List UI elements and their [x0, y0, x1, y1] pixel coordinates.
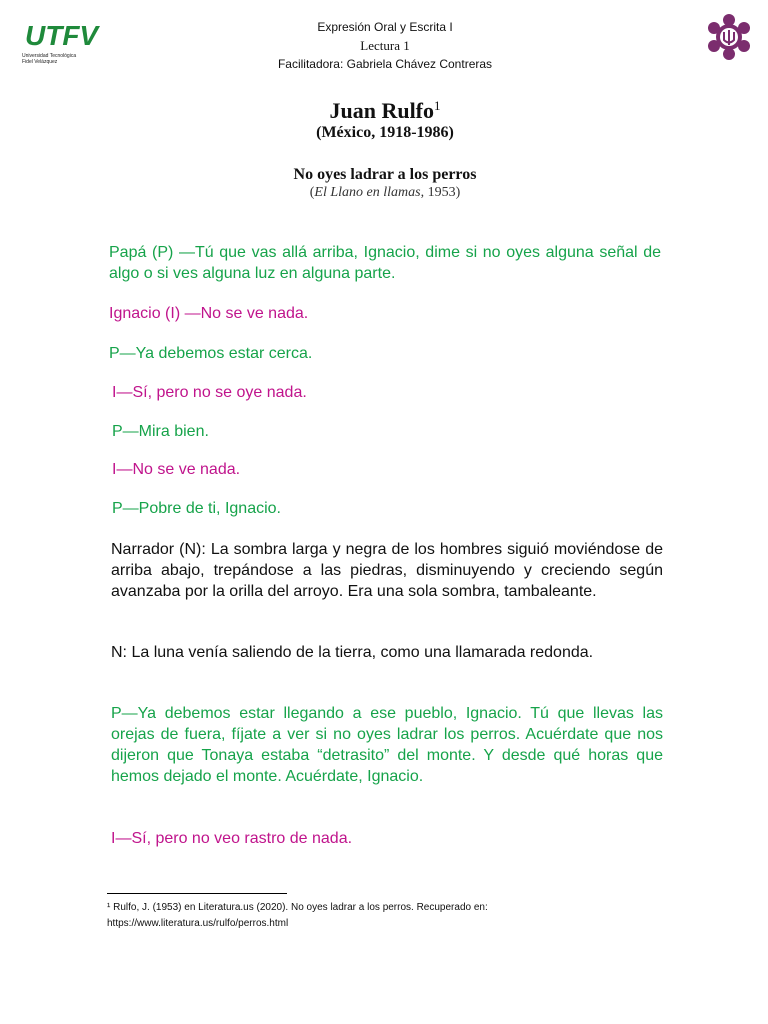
dialogue-line: I—Sí, pero no veo rastro de nada.	[111, 830, 353, 847]
reading-number: Lectura 1	[360, 38, 410, 53]
course-name: Expresión Oral y Escrita I	[317, 20, 453, 34]
dialogue-line: P—Mira bien.	[112, 423, 209, 440]
narrator-paragraph: Narrador (N): La sombra larga y negra de los hombres siguió moviéndose de arriba abajo, trepándose a las piedras, disminuyendo y creciendo según avanzaba por la orilla del arroyo. Era una sola sombra, tambaleante.	[111, 541, 663, 600]
facilitator: Facilitadora: Gabriela Chávez Contreras	[277, 57, 493, 71]
svg-text:UTFV: UTFV	[25, 20, 99, 51]
dialogue-line: P—Ya debemos estar cerca.	[109, 345, 313, 362]
footnote-citation: ¹ Rulfo, J. (1953) en Literatura.us (2020). No oyes ladrar a los perros. Recuperado en:	[107, 902, 488, 913]
narrator-paragraph: N: La luna venía saliendo de la tierra, como una llamarada redonda.	[111, 644, 594, 661]
dialogue-line: I—No se ve nada.	[112, 461, 241, 478]
footnote-mark: 1	[434, 98, 441, 113]
author-dates: (México, 1918-1986)	[316, 124, 454, 141]
dialogue-line: Papá (P) —Tú que vas allá arriba, Ignacio, dime si no oyes alguna señal de algo o si ves alguna luz en alguna parte.	[109, 244, 661, 282]
university-name: Universidad Tecnológica Fidel Velázquez	[22, 53, 77, 65]
footnote-url[interactable]: https://www.literatura.us/rulfo/perros.html	[107, 918, 289, 929]
story-title: No oyes ladrar a los perros	[293, 166, 477, 183]
dialogue-line: I—Sí, pero no se oye nada.	[112, 384, 307, 401]
purple-emblem-icon	[708, 14, 750, 60]
footnote-divider	[107, 893, 287, 894]
dialogue-line: P—Pobre de ti, Ignacio.	[112, 500, 281, 517]
emblem-logo	[708, 14, 750, 60]
university-logo	[22, 16, 99, 74]
author-title: Juan Rulfo$^1$	[329, 98, 441, 123]
story-source: (El Llano en llamas, 1953)	[309, 185, 461, 200]
utfv-logo-icon	[24, 18, 99, 51]
dialogue-line: P—Ya debemos estar llegando a ese pueblo, Ignacio. Tú que llevas las orejas de fuera, fíjate a ver si no oyes ladrar los perros. Acuérdate que nos dijeron que Tonaya estaba “detrasito” del monte. Y desde qué horas que hemos dejado el monte. Acuérdate, Ignacio.	[111, 705, 663, 785]
dialogue-line: Ignacio (I) —No se ve nada.	[109, 305, 309, 322]
